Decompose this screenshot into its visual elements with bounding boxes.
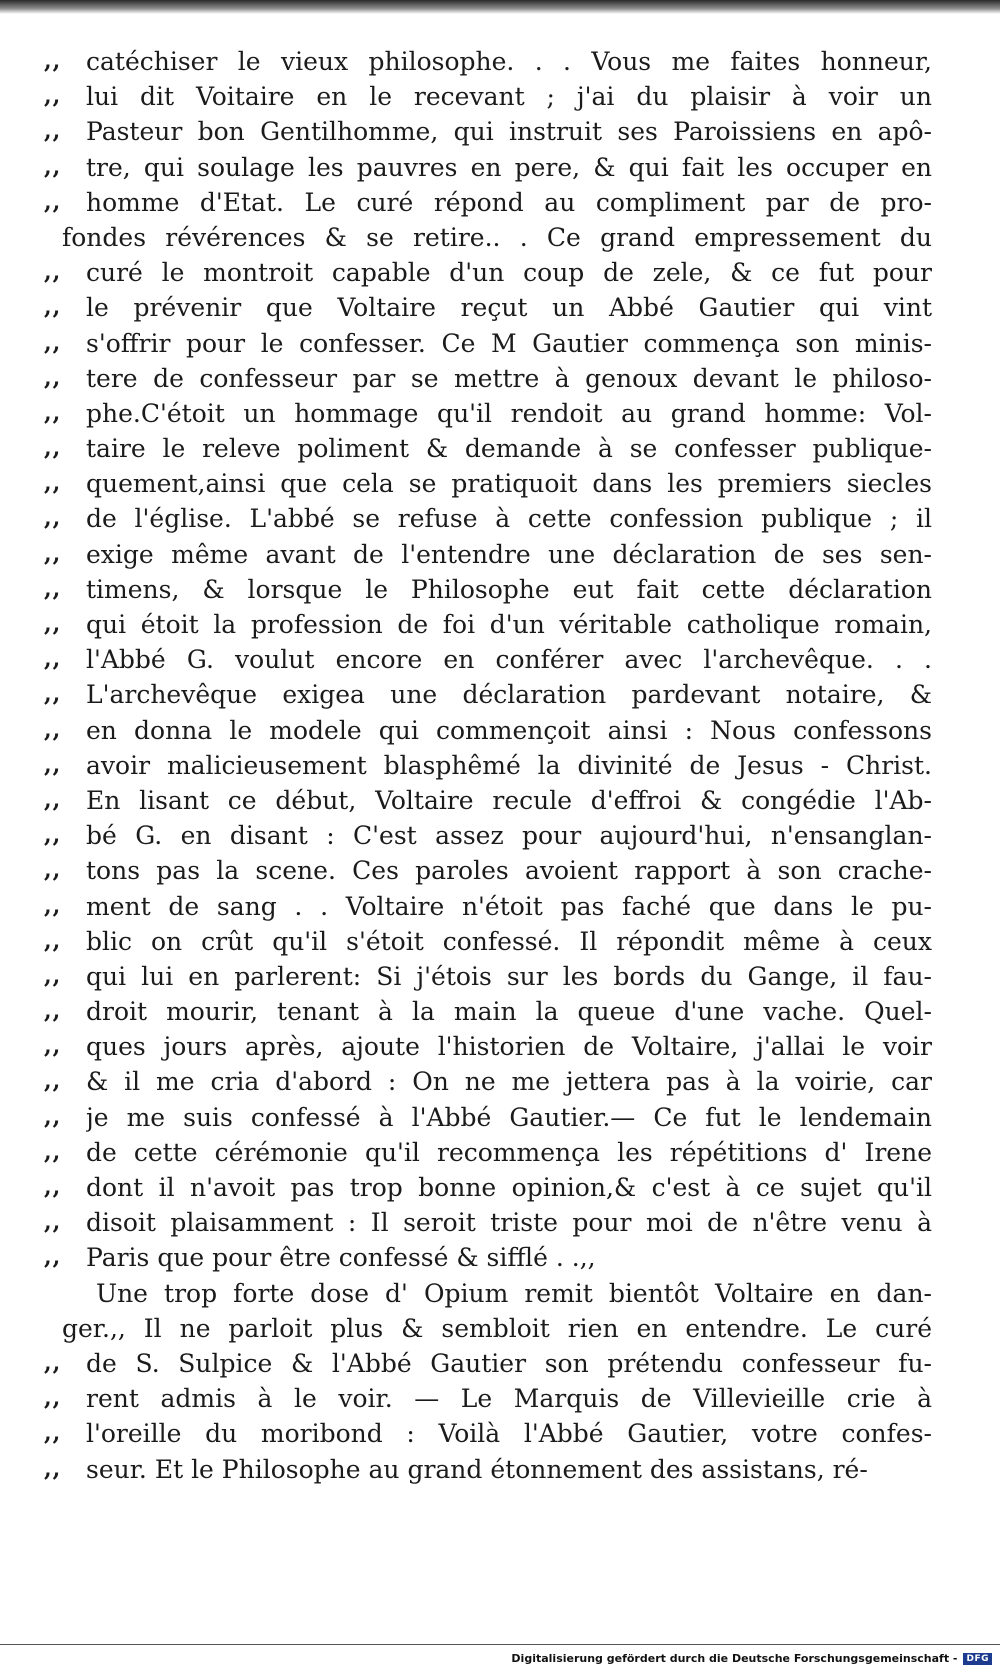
text-line [44,326,944,361]
quotation-mark: ,, [44,1349,62,1376]
line-text: Pasteur bon Gentilhomme, qui instruit ses Paroissiens en apô- [86,117,932,147]
line-text: de cette cérémonie qu'il recommença les répétitions d' Irene [86,1137,932,1167]
quotation-mark: ,, [44,611,62,637]
text-line [44,537,944,572]
line-text: tre, qui soulage les pauvres en pere, & qui fait les occuper en [86,152,932,182]
text-line [44,607,944,642]
text-line [44,889,944,924]
line-text: timens, & lorsque le Philosophe eut fait cette déclaration [86,574,932,604]
line-text: exige même avant de l'entendre une déclaration de ses sen- [86,539,932,569]
text-line [44,677,944,712]
quotation-mark: ,, [44,435,62,462]
quotation-mark: ,, [44,48,62,74]
text-line [44,853,944,888]
quotation-mark: ,, [44,786,62,813]
line-text: seur. Et le Philosophe au grand étonnement des assistans, ré- [86,1454,868,1484]
line-text: droit mourir, tenant à la main la queue d'une vache. Quel- [86,997,932,1027]
text-line [44,1135,944,1170]
quotation-mark: ,, [44,294,62,321]
text-line [44,114,944,149]
quotation-mark: ,, [44,857,62,884]
quotation-mark: ,, [44,751,62,778]
line-text: l'oreille du moribond : Voilà l'Abbé Gautier, votre confes- [86,1419,932,1449]
footer-rule [0,1644,1000,1645]
line-text: taire le releve poliment & demande à se confesser publique- [86,434,932,464]
line-text: L'archevêque exigea une déclaration pardevant notaire, & [86,680,932,710]
line-text: tere de confesseur par se mettre à genoux devant le philoso- [86,363,932,393]
line-text: Une trop forte dose d' Opium remit bientôt Voltaire en dan- [96,1278,932,1308]
line-text: qui lui en parlerent: Si j'étois sur les bords du Gange, il fau- [86,961,932,991]
text-line [44,466,944,501]
text-line [44,255,944,290]
quotation-mark: ,, [44,188,62,215]
text-line [44,44,944,79]
text-line [44,1416,944,1451]
text-line [44,79,944,114]
line-text: de S. Sulpice & l'Abbé Gautier son prétendu confesseur fu- [86,1348,932,1378]
line-text: le prévenir que Voltaire reçut un Abbé Gautier qui vint [86,293,932,323]
text-line [44,1346,944,1381]
quotation-mark: ,, [44,329,62,356]
text-line [44,150,944,185]
quotation-mark: ,, [44,892,62,919]
text-line [44,1064,944,1099]
line-text: ger.,, Il ne parloit plus & sembloit rien en entendre. Le curé [62,1313,932,1343]
text-line [44,1170,944,1205]
line-text: ques jours après, ajoute l'historien de Voltaire, j'allai le voir [86,1032,932,1062]
text-line [44,994,944,1029]
line-text: rent admis à le voir. — Le Marquis de Villevieille crie à [86,1384,932,1414]
line-text: qui étoit la profession de foi d'un véritable catholique romain, [86,610,932,639]
line-text: quement,ainsi que cela se pratiquoit dans les premiers siecles [86,469,932,499]
text-line [44,748,944,783]
quotation-mark: ,, [44,822,62,849]
line-text: homme d'Etat. Le curé répond au compliment par de pro- [86,187,932,217]
quotation-mark: ,, [44,716,62,743]
book-page-text [44,44,944,1487]
line-text: tons pas la scene. Ces paroles avoient rapport à son crache- [86,856,932,886]
quotation-mark: ,, [44,1455,62,1482]
text-line [44,572,944,607]
text-line [44,1205,944,1240]
line-text: catéchiser le vieux philosophe. . . Vous me faites honneur, [86,47,932,76]
line-text: blic on crût qu'il s'étoit confessé. Il répondit même à ceux [86,926,932,956]
quotation-mark: ,, [44,505,62,532]
line-text: curé le montroit capable d'un coup de zele, & ce fut pour [86,258,932,288]
quotation-mark: ,, [44,927,62,954]
text-line [44,1029,944,1064]
text-line [44,1311,944,1346]
text-line [44,1276,944,1311]
line-text: l'Abbé G. voulut encore en conférer avec l'archevêque. . . [86,645,932,675]
line-text: avoir malicieusement blasphêmé la divinité de Jesus - Christ. [86,750,932,780]
text-line [44,185,944,220]
line-text: & il me cria d'abord : On ne me jettera pas à la voirie, car [86,1067,932,1097]
digitization-footer [511,1652,992,1665]
quotation-mark: ,, [44,1209,62,1236]
quotation-mark: ,, [44,470,62,497]
quotation-mark: ,, [44,153,62,180]
text-line [44,642,944,677]
text-line [44,783,944,818]
scan-top-edge [0,0,1000,14]
text-line [44,1240,944,1275]
text-line [44,713,944,748]
line-text: dont il n'avoit pas trop bonne opinion,& c'est à ce sujet qu'il [86,1173,932,1202]
quotation-mark: ,, [44,998,62,1025]
footer-credit-text: Digitalisierung gefördert durch die Deutsche Forschungsgemeinschaft - [511,1652,958,1665]
line-text: phe.C'étoit un hommage qu'il rendoit au grand homme: Vol- [86,398,932,428]
quotation-mark: ,, [44,399,62,426]
quotation-mark: ,, [44,1138,62,1165]
quotation-mark: ,, [44,1174,62,1200]
line-text: fondes révérences & se retire.. . Ce grand empressement du [62,222,932,252]
dfg-logo: DFG [963,1653,992,1665]
quotation-mark: ,, [44,646,62,673]
quotation-mark: ,, [44,1244,62,1271]
quotation-mark: ,, [44,681,62,708]
text-line [44,361,944,396]
quotation-mark: ,, [44,259,62,286]
line-text: Paris que pour être confessé & sifflé . .,, [86,1243,596,1273]
text-line [44,431,944,466]
text-line [44,924,944,959]
quotation-mark: ,, [44,1068,62,1095]
line-text: ment de sang . . Voltaire n'étoit pas faché que dans le pu- [86,891,932,921]
line-text: disoit plaisamment : Il seroit triste pour moi de n'être venu à [86,1208,932,1238]
text-line [44,1100,944,1135]
quotation-mark: ,, [44,1103,62,1130]
line-text: En lisant ce début, Voltaire recule d'effroi & congédie l'Ab- [86,785,932,815]
quotation-mark: ,, [44,575,62,602]
quotation-mark: ,, [44,1385,62,1412]
quotation-mark: ,, [44,540,62,567]
quotation-mark: ,, [44,1420,62,1447]
text-line [44,818,944,853]
text-line [44,959,944,994]
text-line [44,1381,944,1416]
line-text: de l'église. L'abbé se refuse à cette confession publique ; il [86,504,932,534]
text-line [44,501,944,536]
line-text: je me suis confessé à l'Abbé Gautier.— Ce fut le lendemain [86,1102,932,1132]
quotation-mark: ,, [44,1033,62,1060]
line-text: s'offrir pour le confesser. Ce M Gautier commença son minis- [86,328,932,358]
text-line [44,220,944,255]
quotation-mark: ,, [44,83,62,110]
line-text: lui dit Voitaire en le recevant ; j'ai du plaisir à voir un [86,82,932,112]
line-text: bé G. en disant : C'est assez pour aujourd'hui, n'ensanglan- [86,821,932,851]
line-text: en donna le modele qui commençoit ainsi : Nous confessons [86,715,932,745]
quotation-mark: ,, [44,118,62,145]
text-line [44,396,944,431]
text-line [44,1452,944,1487]
text-line [44,290,944,325]
quotation-mark: ,, [44,364,62,391]
quotation-mark: ,, [44,962,62,989]
